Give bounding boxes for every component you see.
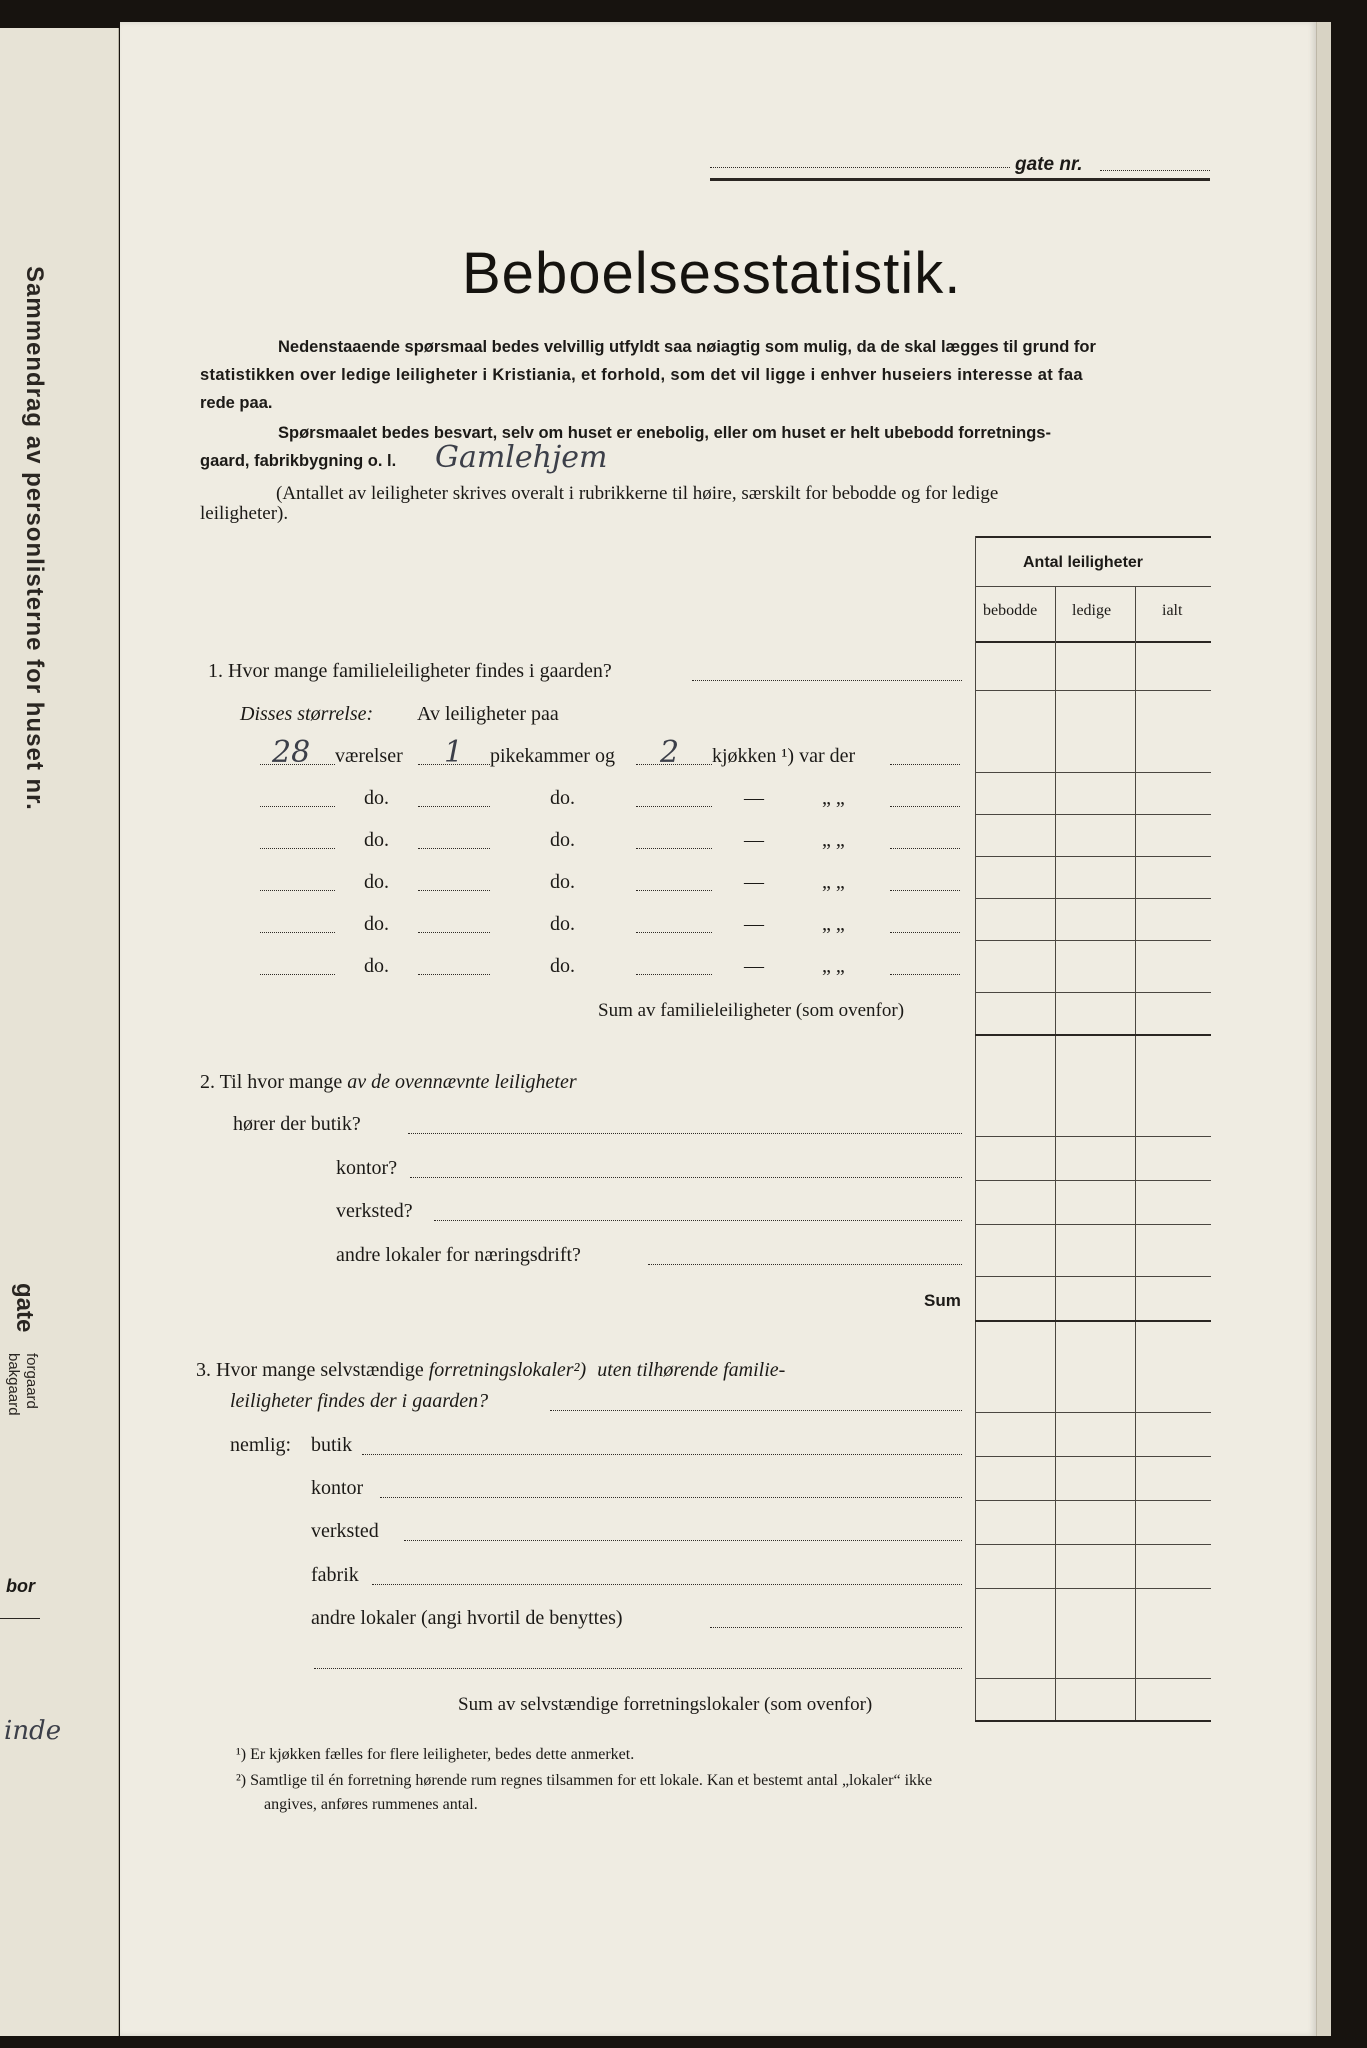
header-rule [710, 178, 1210, 181]
ditto-marks: „ „ [822, 955, 845, 977]
ditto-do: do. [550, 955, 575, 977]
column-bebodde: bebodde [983, 602, 1038, 619]
maid-field [418, 974, 490, 975]
ditto-do: do. [364, 913, 389, 935]
ditto-do: do. [364, 871, 389, 893]
row-rule-q3-kontor [975, 1500, 1211, 1501]
q3-line-2-dots [550, 1410, 962, 1411]
q3-italic-1: forretningslokaler²) [428, 1359, 587, 1381]
rooms-field [260, 932, 335, 933]
ditto-dash: — [744, 913, 764, 935]
q3-prefix: 3. Hvor mange selvstændige [196, 1359, 424, 1381]
row-rule-q3-verksted [975, 1544, 1211, 1545]
rooms-field [260, 848, 335, 849]
row-rule-size5 [975, 940, 1211, 941]
row-rule-q3-fabrik [975, 1588, 1211, 1589]
q2-andre: andre lokaler for næringsdrift? [336, 1244, 581, 1266]
row-rule-size4 [975, 898, 1211, 899]
table-title-rule [975, 586, 1211, 587]
ditto-do: do. [550, 787, 575, 809]
column-ledige: ledige [1072, 602, 1112, 619]
column-ialt: ialt [1162, 602, 1183, 619]
q2-kontor: kontor? [336, 1157, 398, 1179]
trailing-dots [890, 848, 960, 849]
q2-andre-dots [648, 1264, 962, 1265]
left-page-gate-label: gate [11, 1283, 38, 1333]
q3-nemlig: nemlig: [230, 1434, 292, 1456]
row-rule-q3-andre [975, 1678, 1211, 1679]
q3-butik: butik [311, 1434, 353, 1456]
q3-line-2: leiligheter findes der i gaarden? [230, 1390, 489, 1412]
q2-sum-label: Sum [924, 1291, 961, 1310]
row-rule-q3 [975, 1412, 1211, 1413]
intro-line-5: gaard, fabrikbygning o. l. [200, 452, 397, 470]
ditto-dash: — [744, 955, 764, 977]
ditto-marks: „ „ [822, 871, 845, 893]
row-rule-verksted [975, 1224, 1211, 1225]
q2-butik: hører der butik? [233, 1113, 361, 1135]
ditto-do: do. [550, 871, 575, 893]
rooms-value-1: 28 [272, 735, 311, 770]
left-page-scribble: inde [4, 1716, 62, 1746]
q3-line-1 [196, 1359, 785, 1382]
maid-value-1: 1 [444, 735, 464, 770]
trailing-dots [890, 806, 960, 807]
row-rule-kontor [975, 1180, 1211, 1181]
q1-question: 1. Hvor mange familieleiligheter findes i gaarden? [208, 660, 612, 682]
q3-extra-line [314, 1668, 962, 1669]
kitchen-label-1: kjøkken ¹) var der [712, 745, 856, 767]
q1-sizes-label: Disses størrelse: [240, 703, 374, 725]
maid-field [418, 932, 490, 933]
intro-line-1: Nedenstaaende spørsmaal bedes velvillig utfyldt saa nøiagtig som mulig, da de skal lægges til grund for [278, 338, 1096, 356]
q3-andre-dots [710, 1627, 962, 1628]
row-rule-size1 [975, 772, 1211, 773]
row-rule-butik [975, 1136, 1211, 1137]
ditto-do: do. [550, 913, 575, 935]
ditto-do: do. [364, 787, 389, 809]
q2-verksted-dots [434, 1220, 962, 1221]
ditto-dash: — [744, 829, 764, 851]
row-rule-q1 [975, 690, 1211, 691]
ditto-marks: „ „ [822, 913, 845, 935]
gate-nr-label: gate nr. [1015, 154, 1083, 175]
q2-kontor-dots [410, 1177, 962, 1178]
maid-label-1: pikekammer og [490, 745, 615, 767]
intro-line-3: rede paa. [200, 394, 273, 412]
left-page-bakgaard-label: bakgaard [5, 1353, 22, 1416]
rooms-field [260, 890, 335, 891]
left-page-bor-label: bor [6, 1576, 35, 1596]
maid-field [418, 848, 490, 849]
q3-kontor: kontor [311, 1477, 364, 1499]
sum-rule-q3 [975, 1720, 1211, 1722]
kitchen-field [636, 974, 712, 975]
row-rule-size6 [975, 992, 1211, 993]
q3-fabrik-dots [372, 1584, 962, 1585]
row-rule-size3 [975, 856, 1211, 857]
trailing-dots [890, 974, 960, 975]
maid-field [418, 806, 490, 807]
ditto-marks: „ „ [822, 829, 845, 851]
q2-text [200, 1071, 577, 1094]
ditto-dash: — [744, 871, 764, 893]
q3-kontor-dots [380, 1497, 962, 1498]
kitchen-value-1: 2 [660, 735, 680, 770]
q1-text [208, 660, 612, 683]
left-page-vertical-title: Sammendrag av personlisterne for huset nr. [21, 266, 48, 811]
q3-butik-dots [362, 1454, 962, 1455]
row-rule-size2 [975, 814, 1211, 815]
table-divider-1 [1055, 586, 1056, 1722]
row1-trailing-dots [890, 764, 960, 765]
kitchen-field [636, 932, 712, 933]
left-page-forgaard-label: forgaard [23, 1353, 40, 1409]
gate-nr-field [1100, 170, 1210, 171]
page-title: Beboelsesstatistik. [462, 241, 962, 306]
q1-dots [692, 680, 962, 681]
kitchen-field [636, 890, 712, 891]
page-edge [1316, 22, 1331, 2036]
intro-line-7: leiligheter). [200, 503, 289, 524]
gate-nr-dotted-line [710, 167, 1010, 168]
form-page [120, 22, 1316, 2036]
rooms-label-1: værelser [335, 745, 403, 767]
trailing-dots [890, 890, 960, 891]
intro-line-2: statistikken over ledige leiligheter i Kristiania, et forhold, som det vil ligge i enhver huseiers interesse at faa [200, 366, 1083, 384]
kitchen-field [636, 806, 712, 807]
q2-prefix: 2. Til hvor mange [200, 1071, 343, 1093]
q3-verksted: verksted [311, 1520, 379, 1542]
q3-sum-label: Sum av selvstændige forretningslokaler (som ovenfor) [458, 1694, 873, 1715]
q3-fabrik: fabrik [311, 1564, 359, 1586]
table-header-bottom-rule [975, 641, 1211, 643]
q3-verksted-dots [404, 1540, 962, 1541]
table-top-rule [975, 536, 1211, 538]
ditto-do: do. [550, 829, 575, 851]
left-page-rule [0, 1618, 40, 1619]
ditto-marks: „ „ [822, 787, 845, 809]
intro-line-4: Spørsmaalet bedes besvart, selv om huset er enebolig, eller om huset er helt ubebodd forretnings- [278, 424, 1051, 442]
q3-italic-2: uten tilhørende familie- [597, 1359, 786, 1381]
q2-verksted: verksted? [336, 1200, 413, 1222]
handwritten-building-type: Gamlehjem [435, 440, 608, 475]
ditto-do: do. [364, 955, 389, 977]
previous-page [0, 28, 119, 2036]
q1-sizes-text: Av leiligheter paa [417, 703, 559, 725]
kitchen-field [636, 848, 712, 849]
rooms-field [260, 806, 335, 807]
footnote-2-line-2: angives, anføres rummenes antal. [264, 1796, 478, 1813]
row-rule-andre [975, 1276, 1211, 1277]
footnote-1: ¹) Er kjøkken fælles for flere leiligheter, bedes dette anmerket. [236, 1746, 635, 1763]
row-rule-q3-butik [975, 1456, 1211, 1457]
sum-rule-q1 [975, 1034, 1211, 1036]
q2-italic: av de ovennævnte leiligheter [347, 1071, 577, 1093]
ditto-dash: — [744, 787, 764, 809]
footnote-2-line-1: ²) Samtlige til én forretning hørende rum regnes tilsammen for ett lokale. Kan et bestemt antal „lokaler“ ikke [236, 1772, 933, 1789]
intro-line-6: (Antallet av leiligheter skrives overalt i rubrikkerne til høire, særskilt for bebodde og for ledige [276, 483, 999, 504]
q1-sum-label: Sum av familieleiligheter (som ovenfor) [598, 1000, 905, 1021]
table-divider-2 [1135, 586, 1136, 1722]
table-title: Antal leiligheter [1023, 554, 1144, 571]
q2-butik-dots [408, 1133, 962, 1134]
rooms-field [260, 974, 335, 975]
q3-andre: andre lokaler (angi hvortil de benyttes) [311, 1607, 623, 1629]
trailing-dots [890, 932, 960, 933]
ditto-do: do. [364, 829, 389, 851]
sum-rule-q2 [975, 1320, 1211, 1322]
maid-field [418, 890, 490, 891]
